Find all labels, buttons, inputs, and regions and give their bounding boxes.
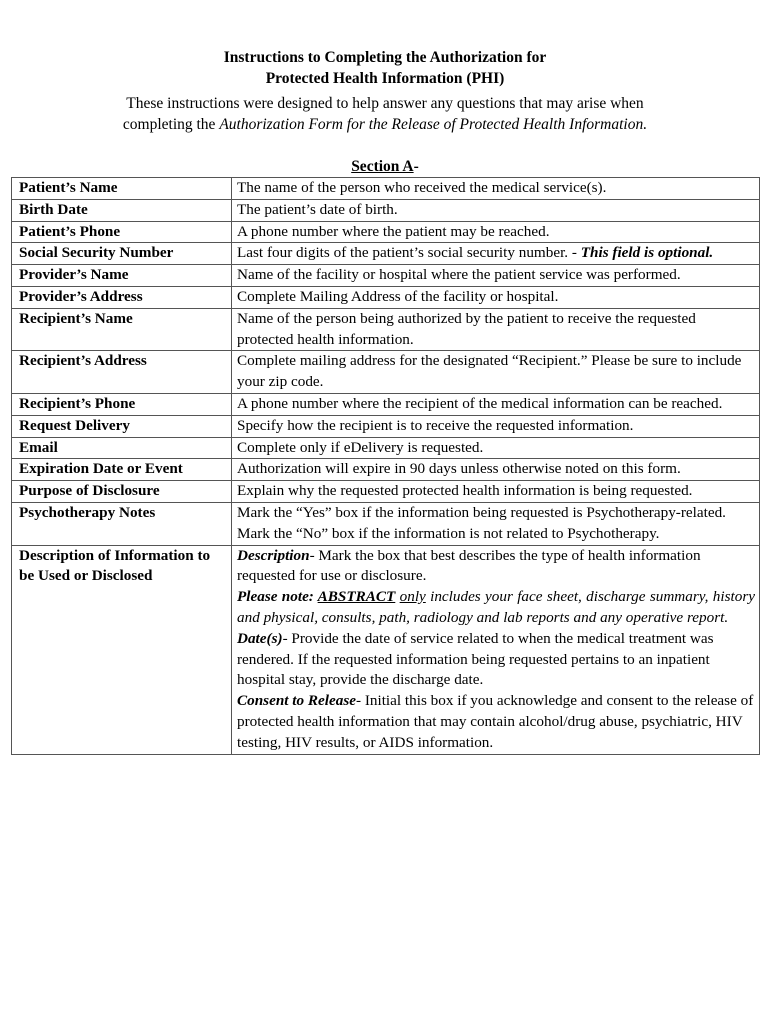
field-label: Provider’s Address	[12, 286, 232, 308]
dates-paragraph	[237, 629, 755, 691]
field-label: Recipient’s Name	[12, 308, 232, 351]
consent-heading: Consent to Release	[237, 692, 356, 710]
table-row	[12, 286, 760, 308]
field-label: Patient’s Phone	[12, 221, 232, 243]
field-description: Name of the facility or hospital where the patient service was performed.	[232, 265, 760, 287]
table-row	[12, 265, 760, 287]
field-label: Recipient’s Address	[12, 351, 232, 394]
abstract-term: ABSTRACT	[317, 588, 396, 606]
field-label: Provider’s Name	[12, 265, 232, 287]
field-label: Expiration Date or Event	[12, 459, 232, 481]
table-row	[12, 437, 760, 459]
table-row	[12, 351, 760, 394]
field-label: Social Security Number	[12, 243, 232, 265]
table-row	[12, 178, 760, 200]
field-description: The patient’s date of birth.	[232, 199, 760, 221]
table-row	[12, 243, 760, 265]
note-heading: Please note:	[237, 588, 318, 606]
field-description: A phone number where the recipient of the medical information can be reached.	[232, 393, 760, 415]
table-row	[12, 459, 760, 481]
consent-paragraph	[237, 691, 755, 753]
consent-text: - Initial this box if you acknowledge and consent to the release of protected health information that may contain alcohol/drug abuse, psychiatric, HIV testing, HIV results, or AIDS information.	[237, 692, 754, 751]
field-description: Specify how the recipient is to receive the requested information.	[232, 415, 760, 437]
field-description: A phone number where the patient may be reached.	[232, 221, 760, 243]
field-label: Email	[12, 437, 232, 459]
section-dash: -	[413, 158, 419, 175]
table-row	[12, 199, 760, 221]
section-heading	[0, 157, 770, 177]
field-description: Name of the person being authorized by the patient to receive the requested protected health information.	[232, 308, 760, 351]
field-instructions-table	[11, 177, 760, 755]
table-row	[12, 221, 760, 243]
field-label: Psychotherapy Notes	[12, 502, 232, 545]
field-description	[232, 545, 760, 754]
field-description: Explain why the requested protected health information is being requested.	[232, 481, 760, 503]
title-line-2: Protected Health Information (PHI)	[265, 70, 505, 87]
dates-heading: Date(s)	[237, 629, 283, 647]
intro-line-1: These instructions were designed to help answer any questions that may arise when	[126, 95, 644, 112]
intro-paragraph	[0, 93, 770, 135]
field-label: Patient’s Name	[12, 178, 232, 200]
field-description: The name of the person who received the medical service(s).	[232, 178, 760, 200]
intro-prefix: completing the	[122, 116, 220, 133]
table-row	[12, 393, 760, 415]
field-description: Complete only if eDelivery is requested.	[232, 437, 760, 459]
intro-line-2	[0, 114, 770, 135]
table-row	[12, 415, 760, 437]
document-title	[0, 47, 770, 89]
field-description: Mark the “Yes” box if the information being requested is Psychotherapy-related. Mark the “No” box if the information is not related to Psychotherapy.	[232, 502, 760, 545]
table-row	[12, 481, 760, 503]
description-text: - Mark the box that best describes the type of health information requested for use or disclosure.	[237, 546, 701, 585]
note-text: includes your face sheet, discharge summary, history and physical, consults, path, radiology and lab reports and any operative report.	[237, 588, 755, 626]
field-label: Purpose of Disclosure	[12, 481, 232, 503]
table-row	[12, 545, 760, 754]
table-row	[12, 502, 760, 545]
ssn-description: Last four digits of the patient’s social security number. -	[237, 244, 581, 262]
optional-note: This field is optional.	[580, 244, 714, 262]
description-paragraph	[237, 546, 755, 588]
field-description: Complete Mailing Address of the facility or hospital.	[232, 286, 760, 308]
field-label: Recipient’s Phone	[12, 393, 232, 415]
dates-text: - Provide the date of service related to when the medical treatment was rendered. If the requested information being requested pertains to an inpatient hospital stay, provide the discharge date.	[237, 629, 714, 689]
form-name: Authorization Form for the Release of Protected Health Information.	[219, 116, 648, 133]
field-description	[232, 243, 760, 265]
field-description: Authorization will expire in 90 days unless otherwise noted on this form.	[232, 459, 760, 481]
only-term: only	[399, 588, 426, 606]
table-row	[12, 308, 760, 351]
field-description: Complete mailing address for the designated “Recipient.” Please be sure to include your zip code.	[232, 351, 760, 394]
field-label: Birth Date	[12, 199, 232, 221]
note-paragraph	[237, 587, 755, 629]
field-label: Request Delivery	[12, 415, 232, 437]
section-label: Section A	[351, 158, 414, 175]
description-heading: Description	[237, 546, 310, 564]
field-label: Description of Information to be Used or Disclosed	[12, 545, 232, 754]
title-line-1: Instructions to Completing the Authorization for	[223, 49, 547, 66]
